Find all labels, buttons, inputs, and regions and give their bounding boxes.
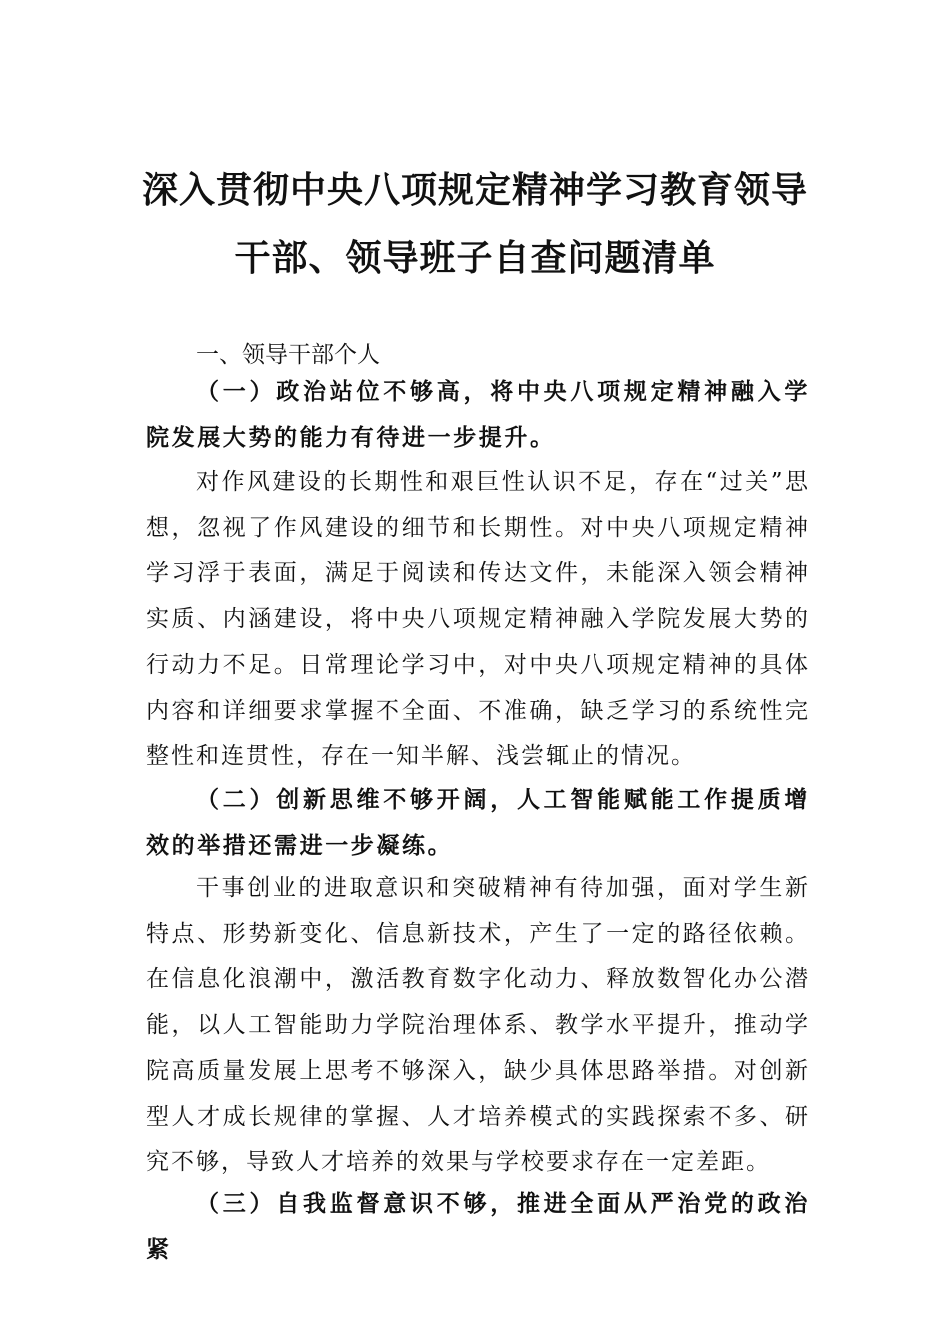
section-heading: 一、领导干部个人 (196, 342, 380, 368)
subheading-2: （二）创新思维不够开阔，人工智能赋能工作提质增效的举措还需进一步凝练。 (146, 787, 810, 859)
document-title-line-1: 深入贯彻中央八项规定精神学习教育领导 (141, 170, 808, 211)
paragraph-2: 干事创业的进取意识和突破精神有待加强，面对学生新特点、形势新变化、信息新技术，产生了一定的路径依赖。在信息化浪潮中，激活教育数字化动力、释放数智化办公潜能，以人工智能助力学院治理体系、教学水平提升，推动学院高质量发展上思考不够深入，缺少具体思路举措。对创新型人才成长规律的掌握、人才培养模式的实践探索不多、研究不够，导致人才培养的效果与学校要求存在一定差距。 (146, 875, 810, 1176)
paragraph-1: 对作风建设的长期性和艰巨性认识不足，存在“过关”思想，忽视了作风建设的细节和长期性。对中央八项规定精神学习浮于表面，满足于阅读和传达文件，未能深入领会精神实质、内涵建设，将中央八项规定精神融入学院发展大势的行动力不足。日常理论学习中，对中央八项规定精神的具体内容和详细要求掌握不全面、不准确，缺乏学习的系统性完整性和连贯性，存在一知半解、浅尝辄止的情况。 (146, 469, 810, 770)
subheading-1: （一）政治站位不够高，将中央八项规定精神融入学院发展大势的能力有待进一步提升。 (146, 379, 810, 451)
subheading-3: （三）自我监督意识不够，推进全面从严治党的政治紧 (146, 1191, 810, 1263)
document-title-line-2: 干部、领导班子自查问题清单 (234, 238, 716, 279)
